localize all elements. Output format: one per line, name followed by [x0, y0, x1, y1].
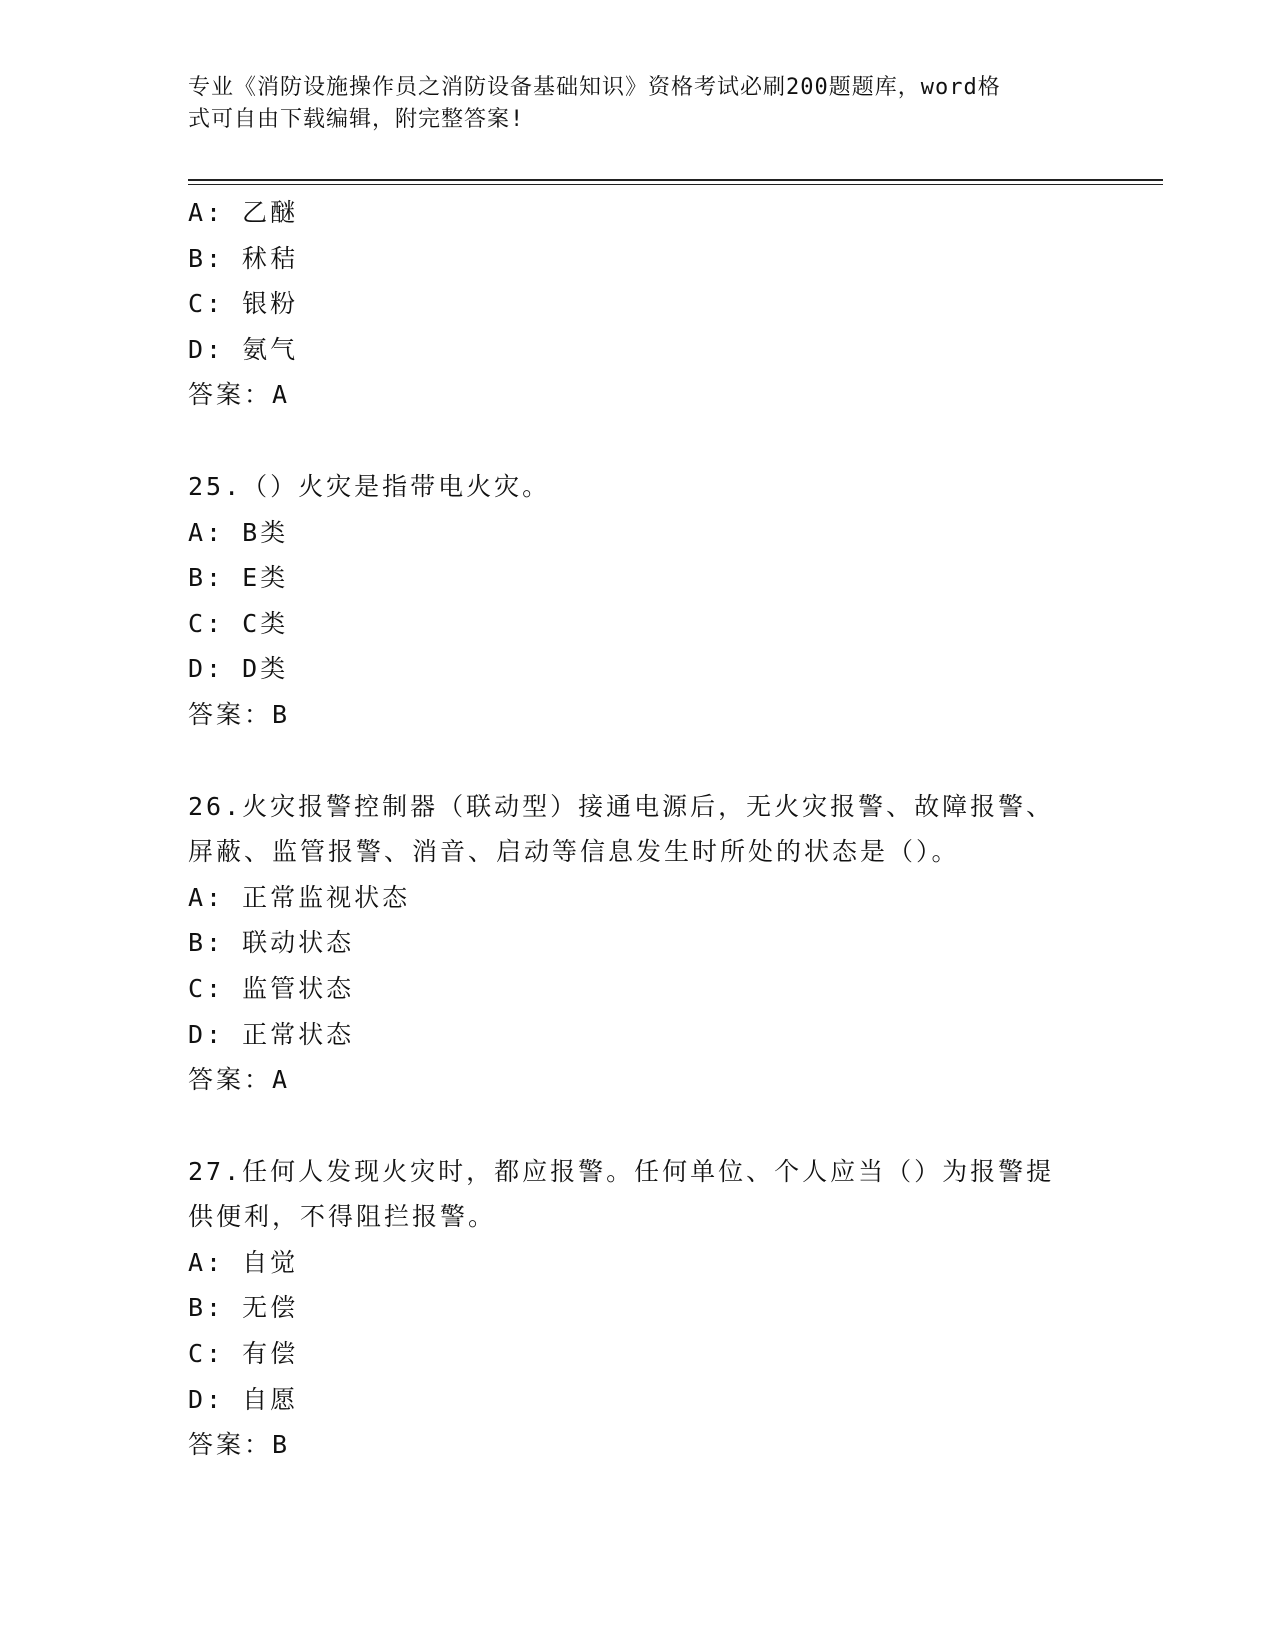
- option-c: C: 银粉: [188, 289, 299, 319]
- header-line-1: 专业《消防设施操作员之消防设备基础知识》资格考试必刷200题题库，word格: [188, 75, 1001, 100]
- option-b: B: 秫秸: [188, 243, 299, 273]
- option-c: C: 监管状态: [188, 973, 355, 1003]
- answer: 答案：B: [188, 1430, 291, 1460]
- answer: 答案：A: [188, 380, 291, 410]
- header-divider: [188, 179, 1163, 185]
- option-b: B: 无偿: [188, 1293, 299, 1323]
- question-24: [188, 190, 1088, 418]
- option-b: B: 联动状态: [188, 928, 355, 958]
- option-b: B: E类: [188, 563, 289, 593]
- question-text: 25.（）火灾是指带电火灾。: [188, 471, 551, 501]
- option-d: D: 自愿: [188, 1384, 299, 1414]
- question-26: [188, 784, 1088, 1103]
- question-text-line-2: 供便利，不得阻拦报警。: [188, 1202, 497, 1232]
- option-c: C: C类: [188, 608, 289, 638]
- question-25: [188, 464, 1088, 738]
- header-line-2: 式可自由下载编辑，附完整答案!: [188, 107, 525, 132]
- option-c: C: 有偿: [188, 1339, 299, 1369]
- option-d: D: D类: [188, 654, 289, 684]
- option-d: D: 氨气: [188, 334, 299, 364]
- option-d: D: 正常状态: [188, 1019, 355, 1049]
- option-a: A: B类: [188, 517, 289, 547]
- question-27: [188, 1149, 1088, 1468]
- option-a: A: 乙醚: [188, 198, 299, 227]
- question-text-line-1: 26.火灾报警控制器（联动型）接通电源后，无火灾报警、故障报警、: [188, 791, 1055, 821]
- answer: 答案：B: [188, 699, 291, 729]
- answer: 答案：A: [188, 1065, 291, 1095]
- question-text-line-1: 27.任何人发现火灾时，都应报警。任何单位、个人应当（）为报警提: [188, 1156, 1055, 1186]
- option-a: A: 自觉: [188, 1247, 299, 1277]
- question-text-line-2: 屏蔽、监管报警、消音、启动等信息发生时所处的状态是（）。: [188, 837, 960, 867]
- option-a: A: 正常监视状态: [188, 882, 411, 912]
- question-list: [188, 190, 1088, 1468]
- document-header: [188, 72, 1068, 136]
